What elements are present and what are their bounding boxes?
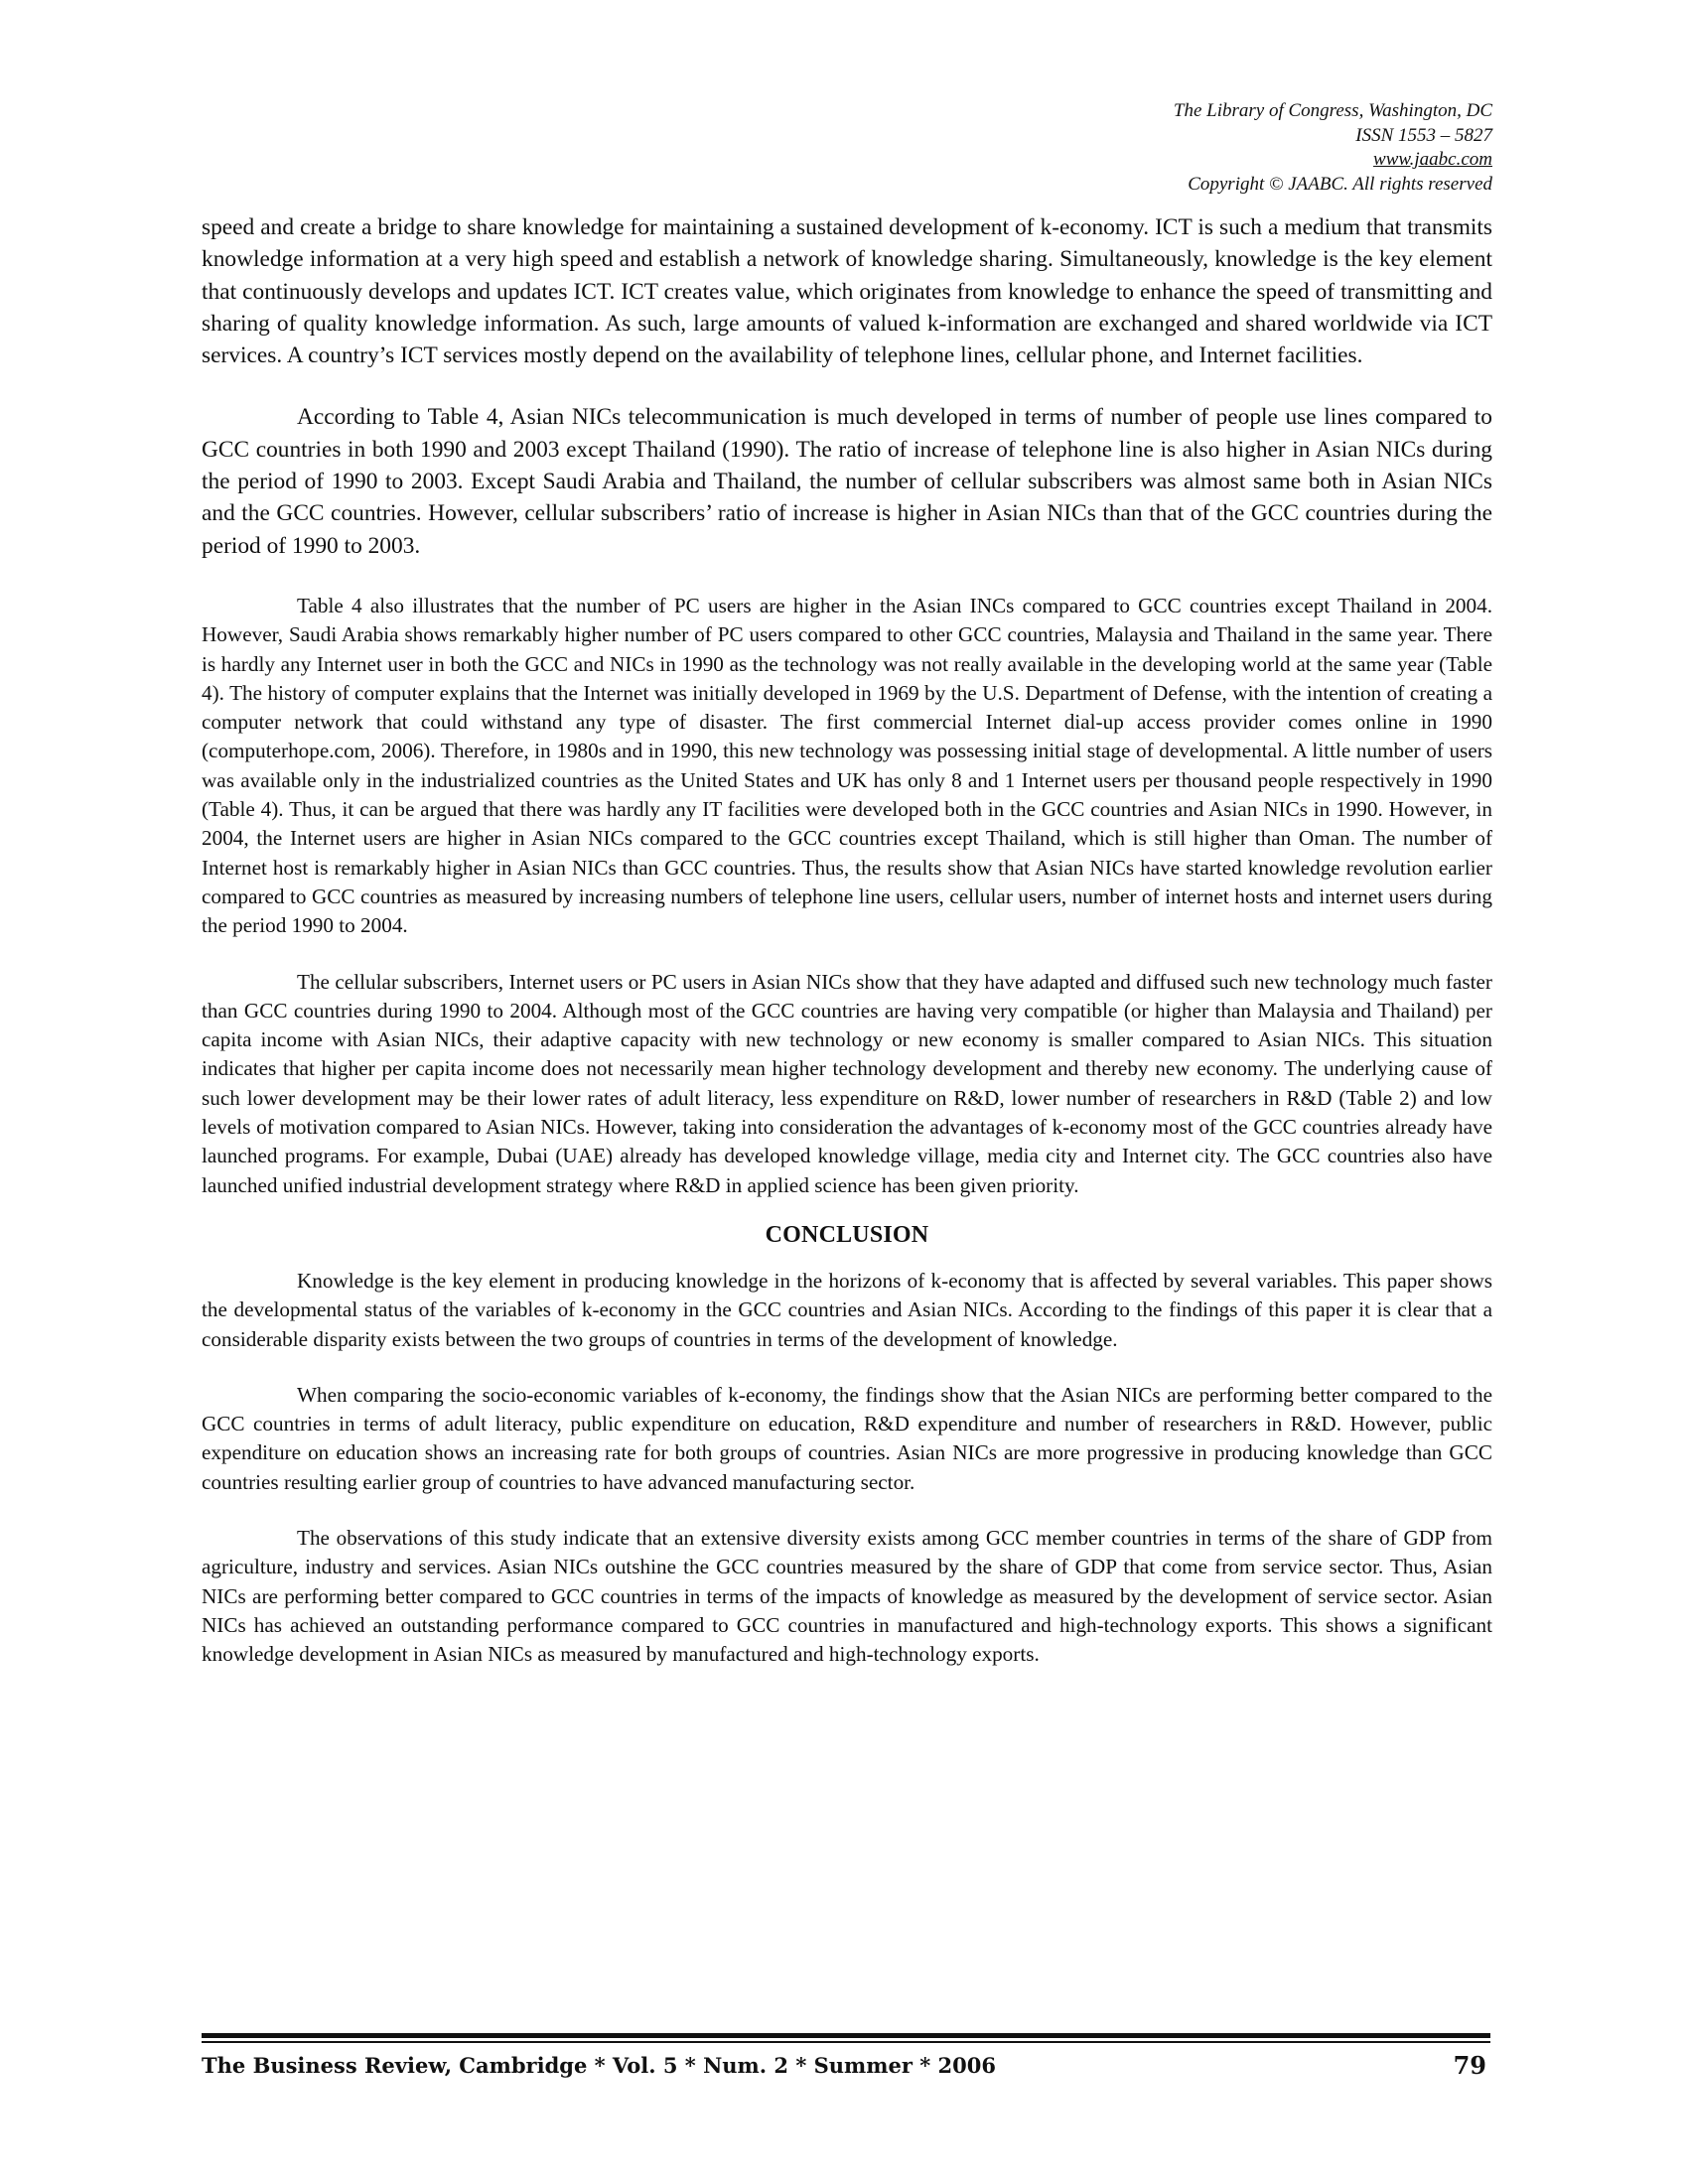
body-paragraph: According to Table 4, Asian NICs telecommunication is much developed in terms of number of people use lines compared to GCC countries in both 1990 and 2003 except Thailand (1990). The ratio of increase of telephone line is also higher in Asian NICs during the period of 1990 to 2003. Except Saudi Arabia and Thailand, the number of cellular subscribers was almost same both in Asian NICs and the GCC countries. However, cellular subscribers’ ratio of increase is higher in Asian NICs than that of the GCC countries during the period of 1990 to 2003. bbox=[202, 404, 1492, 559]
header-url-link[interactable]: www.jaabc.com bbox=[1373, 149, 1492, 170]
body-paragraph: The cellular subscribers, Internet users or PC users in Asian NICs show that they have adapted and diffused such new technology much faster than GCC countries during 1990 to 2004. Although most of the GCC countries are having very compatible (or higher than Malaysia and Thailand) per capita income with Asian NICs, their adaptive capacity with new technology or new economy is smaller compared to Asian NICs. This situation indicates that higher per capita income does not necessarily mean higher technology development and thereby new economy. The underlying cause of such lower development may be their lower rates of adult literacy, less expenditure on R&D, lower number of researchers in R&D (Table 2) and low levels of motivation compared to Asian NICs. However, taking into consideration the advantages of k-economy most of the GCC countries already have launched programs. For example, Dubai (UAE) already has developed knowledge village, media city and Internet city. The GCC countries also have launched unified industrial development strategy where R&D in applied science has been given priority. bbox=[202, 969, 1492, 1197]
conclusion-paragraph: The observations of this study indicate that an extensive diversity exists among GCC member countries in terms of the share of GDP from agriculture, industry and services. Asian NICs outshine the GCC countries measured by the share of GDP that come from service sector. Thus, Asian NICs are performing better compared to GCC countries in terms of the impacts of knowledge as measured by the development of service sector. Asian NICs has achieved an outstanding performance compared to GCC countries in manufactured and high-technology exports. This shows a significant knowledge development in Asian NICs as measured by manufactured and high-technology exports. bbox=[202, 1525, 1492, 1667]
header-library: The Library of Congress, Washington, DC bbox=[1173, 100, 1492, 121]
article-body bbox=[202, 211, 1492, 1669]
header-issn: ISSN 1553 – 5827 bbox=[1355, 124, 1492, 146]
footer-divider-thin bbox=[202, 2041, 1490, 2043]
conclusion-paragraph: When comparing the socio-economic variables of k-economy, the findings show that the Asian NICs are performing better compared to the GCC countries in terms of adult literacy, public expenditure on education, R&D expenditure and number of researchers in R&D. However, public expenditure on education shows an increasing rate for both groups of countries. Asian NICs are more progressive in producing knowledge than GCC countries resulting earlier group of countries to have advanced manufacturing sector. bbox=[202, 1382, 1492, 1494]
page-number: 79 bbox=[1453, 2051, 1486, 2080]
conclusion-paragraph: Knowledge is the key element in producing knowledge in the horizons of k-economy that is affected by several variables. This paper shows the developmental status of the variables of k-economy in the GCC countries and Asian NICs. According to the findings of this paper it is clear that a considerable disparity exists between the two groups of countries in terms of the development of knowledge. bbox=[202, 1268, 1492, 1351]
header-copyright: Copyright © JAABC. All rights reserved bbox=[1188, 173, 1492, 195]
page-header bbox=[797, 99, 1492, 197]
body-paragraph: Table 4 also illustrates that the number of PC users are higher in the Asian INCs compared to GCC countries except Thailand in 2004. However, Saudi Arabia shows remarkably higher number of PC users compared to other GCC countries, Malaysia and Thailand in the same year. There is hardly any Internet user in both the GCC and NICs in 1990 as the technology was not really available in the developing world at the same year (Table 4). The history of computer explains that the Internet was initially developed in 1969 by the U.S. Department of Defense, with the intention of creating a computer network that could withstand any type of disaster. The first commercial Internet dial-up access provider comes online in 1990 (computerhope.com, 2006). Therefore, in 1980s and in 1990, this new technology was possessing initial stage of developmental. A little number of users was available only in the industrialized countries as the United States and UK has only 8 and 1 Internet users per thousand people respectively in 1990 (Table 4). Thus, it can be argued that there was hardly any IT facilities were developed both in the GCC countries and Asian NICs in 1990. However, in 2004, the Internet users are higher in Asian NICs compared to the GCC countries except Thailand, which is still higher than Oman. The number of Internet host is remarkably higher in Asian NICs than GCC countries. Thus, the results show that Asian NICs have started knowledge revolution earlier compared to GCC countries as measured by increasing numbers of telephone line users, cellular users, number of internet hosts and internet users during the period 1990 to 2004. bbox=[202, 593, 1492, 938]
footer-journal-citation: The Business Review, Cambridge * Vol. 5 * Num. 2 * Summer * 2006 bbox=[202, 2053, 996, 2078]
conclusion-heading: CONCLUSION bbox=[765, 1221, 929, 1248]
body-paragraph: speed and create a bridge to share knowledge for maintaining a sustained development of k-economy. ICT is such a medium that transmits knowledge information at a very high speed and establish a network of knowledge sharing. Simultaneously, knowledge is the key element that continuously develops and updates ICT. ICT creates value, which originates from knowledge to enhance the speed of transmitting and sharing of quality knowledge information. As such, large amounts of valued k-information are exchanged and shared worldwide via ICT services. A country’s ICT services mostly depend on the availability of telephone lines, cellular phone, and Internet facilities. bbox=[202, 214, 1492, 369]
footer-divider-thick bbox=[202, 2033, 1490, 2038]
